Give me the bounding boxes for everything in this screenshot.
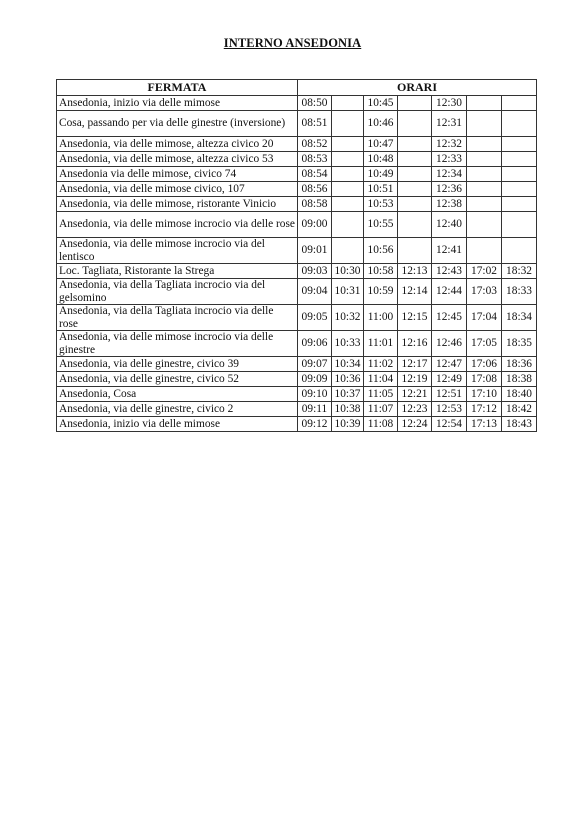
time-cell: 17:13 bbox=[467, 417, 502, 432]
time-cell: 10:34 bbox=[332, 357, 364, 372]
time-cell: 09:01 bbox=[298, 238, 332, 264]
time-cell: 11:00 bbox=[364, 305, 398, 331]
time-cell bbox=[398, 96, 432, 111]
time-cell: 18:33 bbox=[502, 279, 537, 305]
time-cell: 12:43 bbox=[432, 264, 467, 279]
time-cell bbox=[398, 182, 432, 197]
time-cell bbox=[398, 137, 432, 152]
time-cell: 17:03 bbox=[467, 279, 502, 305]
time-cell: 08:58 bbox=[298, 197, 332, 212]
time-cell: 09:00 bbox=[298, 212, 332, 238]
time-cell: 09:10 bbox=[298, 387, 332, 402]
time-cell: 11:02 bbox=[364, 357, 398, 372]
time-cell: 12:54 bbox=[432, 417, 467, 432]
stop-name-cell: Ansedonia, via delle mimose incrocio via delle rose bbox=[57, 212, 298, 238]
time-cell: 17:05 bbox=[467, 331, 502, 357]
table-row bbox=[57, 305, 537, 331]
time-cell bbox=[467, 96, 502, 111]
time-cell: 12:41 bbox=[432, 238, 467, 264]
table-row bbox=[57, 137, 537, 152]
time-cell bbox=[502, 197, 537, 212]
time-cell: 12:16 bbox=[398, 331, 432, 357]
time-cell: 18:32 bbox=[502, 264, 537, 279]
time-cell bbox=[398, 167, 432, 182]
table-row bbox=[57, 402, 537, 417]
time-cell: 12:23 bbox=[398, 402, 432, 417]
time-cell: 18:43 bbox=[502, 417, 537, 432]
time-cell: 18:42 bbox=[502, 402, 537, 417]
time-cell: 10:37 bbox=[332, 387, 364, 402]
time-cell: 11:04 bbox=[364, 372, 398, 387]
time-cell: 17:08 bbox=[467, 372, 502, 387]
table-header-row bbox=[57, 80, 537, 96]
time-cell bbox=[332, 137, 364, 152]
table-row bbox=[57, 372, 537, 387]
stop-name-cell: Ansedonia, via delle mimose incrocio via del lentisco bbox=[57, 238, 298, 264]
time-cell bbox=[467, 111, 502, 137]
stop-name-cell: Ansedonia, via delle mimose, ristorante Vinicio bbox=[57, 197, 298, 212]
time-cell: 08:53 bbox=[298, 152, 332, 167]
time-cell: 12:21 bbox=[398, 387, 432, 402]
time-cell bbox=[502, 238, 537, 264]
table-row bbox=[57, 279, 537, 305]
time-cell: 18:35 bbox=[502, 331, 537, 357]
time-cell bbox=[332, 152, 364, 167]
header-fermata: FERMATA bbox=[57, 80, 298, 96]
time-cell: 10:31 bbox=[332, 279, 364, 305]
time-cell: 08:52 bbox=[298, 137, 332, 152]
time-cell: 12:15 bbox=[398, 305, 432, 331]
time-cell: 10:58 bbox=[364, 264, 398, 279]
time-cell: 10:38 bbox=[332, 402, 364, 417]
time-cell: 11:08 bbox=[364, 417, 398, 432]
stop-name-cell: Ansedonia, via delle mimose civico, 107 bbox=[57, 182, 298, 197]
table-row bbox=[57, 417, 537, 432]
time-cell: 12:53 bbox=[432, 402, 467, 417]
time-cell: 17:04 bbox=[467, 305, 502, 331]
time-cell: 08:51 bbox=[298, 111, 332, 137]
time-cell: 08:50 bbox=[298, 96, 332, 111]
table-row bbox=[57, 357, 537, 372]
time-cell: 12:45 bbox=[432, 305, 467, 331]
time-cell bbox=[467, 152, 502, 167]
time-cell: 18:34 bbox=[502, 305, 537, 331]
time-cell bbox=[332, 197, 364, 212]
time-cell bbox=[332, 167, 364, 182]
time-cell bbox=[467, 238, 502, 264]
time-cell: 10:48 bbox=[364, 152, 398, 167]
time-cell: 10:30 bbox=[332, 264, 364, 279]
table-row bbox=[57, 96, 537, 111]
stop-name-cell: Ansedonia, via delle ginestre, civico 39 bbox=[57, 357, 298, 372]
time-cell: 10:56 bbox=[364, 238, 398, 264]
table-row bbox=[57, 212, 537, 238]
time-cell: 10:51 bbox=[364, 182, 398, 197]
time-cell: 18:40 bbox=[502, 387, 537, 402]
time-cell: 09:09 bbox=[298, 372, 332, 387]
stop-name-cell: Ansedonia, via della Tagliata incrocio via delle rose bbox=[57, 305, 298, 331]
time-cell bbox=[398, 111, 432, 137]
time-cell bbox=[502, 111, 537, 137]
time-cell: 12:51 bbox=[432, 387, 467, 402]
time-cell: 18:38 bbox=[502, 372, 537, 387]
page-title: INTERNO ANSEDONIA bbox=[223, 36, 362, 50]
time-cell bbox=[467, 212, 502, 238]
table-row bbox=[57, 264, 537, 279]
time-cell bbox=[467, 182, 502, 197]
time-cell: 12:34 bbox=[432, 167, 467, 182]
table-body bbox=[57, 96, 537, 432]
time-cell bbox=[332, 212, 364, 238]
time-cell: 12:17 bbox=[398, 357, 432, 372]
time-cell: 09:07 bbox=[298, 357, 332, 372]
time-cell bbox=[502, 152, 537, 167]
time-cell: 10:55 bbox=[364, 212, 398, 238]
time-cell: 09:11 bbox=[298, 402, 332, 417]
time-cell: 09:06 bbox=[298, 331, 332, 357]
time-cell: 17:02 bbox=[467, 264, 502, 279]
time-cell: 12:14 bbox=[398, 279, 432, 305]
table-row bbox=[57, 238, 537, 264]
table-row bbox=[57, 197, 537, 212]
stop-name-cell: Ansedonia, via della Tagliata incrocio via del gelsomino bbox=[57, 279, 298, 305]
time-cell bbox=[502, 137, 537, 152]
time-cell: 12:49 bbox=[432, 372, 467, 387]
time-cell bbox=[332, 238, 364, 264]
time-cell: 12:40 bbox=[432, 212, 467, 238]
stop-name-cell: Loc. Tagliata, Ristorante la Strega bbox=[57, 264, 298, 279]
table-row bbox=[57, 182, 537, 197]
stop-name-cell: Ansedonia, via delle ginestre, civico 2 bbox=[57, 402, 298, 417]
time-cell: 11:05 bbox=[364, 387, 398, 402]
time-cell bbox=[502, 182, 537, 197]
time-cell: 12:38 bbox=[432, 197, 467, 212]
time-cell: 12:31 bbox=[432, 111, 467, 137]
time-cell: 17:12 bbox=[467, 402, 502, 417]
stop-name-cell: Ansedonia, via delle mimose, altezza civico 53 bbox=[57, 152, 298, 167]
table-row bbox=[57, 111, 537, 137]
stop-name-cell: Ansedonia, Cosa bbox=[57, 387, 298, 402]
stop-name-cell: Ansedonia via delle mimose, civico 74 bbox=[57, 167, 298, 182]
time-cell: 10:47 bbox=[364, 137, 398, 152]
time-cell: 08:56 bbox=[298, 182, 332, 197]
table-row bbox=[57, 167, 537, 182]
time-cell: 09:12 bbox=[298, 417, 332, 432]
stop-name-cell: Ansedonia, via delle ginestre, civico 52 bbox=[57, 372, 298, 387]
stop-name-cell: Cosa, passando per via delle ginestre (inversione) bbox=[57, 111, 298, 137]
time-cell: 10:49 bbox=[364, 167, 398, 182]
time-cell bbox=[467, 197, 502, 212]
time-cell: 09:05 bbox=[298, 305, 332, 331]
time-cell: 12:13 bbox=[398, 264, 432, 279]
time-cell: 12:44 bbox=[432, 279, 467, 305]
time-cell: 12:32 bbox=[432, 137, 467, 152]
time-cell: 10:59 bbox=[364, 279, 398, 305]
time-cell: 17:06 bbox=[467, 357, 502, 372]
time-cell: 12:36 bbox=[432, 182, 467, 197]
time-cell bbox=[502, 96, 537, 111]
time-cell: 10:39 bbox=[332, 417, 364, 432]
time-cell: 08:54 bbox=[298, 167, 332, 182]
time-cell: 12:24 bbox=[398, 417, 432, 432]
stop-name-cell: Ansedonia, inizio via delle mimose bbox=[57, 96, 298, 111]
time-cell bbox=[398, 212, 432, 238]
time-cell bbox=[398, 238, 432, 264]
time-cell: 12:30 bbox=[432, 96, 467, 111]
time-cell: 10:45 bbox=[364, 96, 398, 111]
time-cell: 11:07 bbox=[364, 402, 398, 417]
time-cell bbox=[467, 167, 502, 182]
time-cell: 12:47 bbox=[432, 357, 467, 372]
time-cell bbox=[502, 167, 537, 182]
time-cell: 09:03 bbox=[298, 264, 332, 279]
time-cell: 09:04 bbox=[298, 279, 332, 305]
time-cell: 10:53 bbox=[364, 197, 398, 212]
time-cell: 11:01 bbox=[364, 331, 398, 357]
time-cell bbox=[332, 182, 364, 197]
time-cell bbox=[398, 152, 432, 167]
time-cell: 17:10 bbox=[467, 387, 502, 402]
time-cell bbox=[467, 137, 502, 152]
time-cell: 10:36 bbox=[332, 372, 364, 387]
time-cell: 12:19 bbox=[398, 372, 432, 387]
table-row bbox=[57, 331, 537, 357]
table-row bbox=[57, 387, 537, 402]
stop-name-cell: Ansedonia, via delle mimose incrocio via delle ginestre bbox=[57, 331, 298, 357]
time-cell: 10:33 bbox=[332, 331, 364, 357]
time-cell bbox=[502, 212, 537, 238]
time-cell: 18:36 bbox=[502, 357, 537, 372]
stop-name-cell: Ansedonia, via delle mimose, altezza civico 20 bbox=[57, 137, 298, 152]
stop-name-cell: Ansedonia, inizio via delle mimose bbox=[57, 417, 298, 432]
time-cell: 12:33 bbox=[432, 152, 467, 167]
time-cell bbox=[398, 197, 432, 212]
timetable bbox=[56, 79, 537, 432]
time-cell: 12:46 bbox=[432, 331, 467, 357]
time-cell: 10:46 bbox=[364, 111, 398, 137]
header-orari: ORARI bbox=[298, 80, 537, 96]
time-cell bbox=[332, 111, 364, 137]
time-cell bbox=[332, 96, 364, 111]
time-cell: 10:32 bbox=[332, 305, 364, 331]
table-row bbox=[57, 152, 537, 167]
